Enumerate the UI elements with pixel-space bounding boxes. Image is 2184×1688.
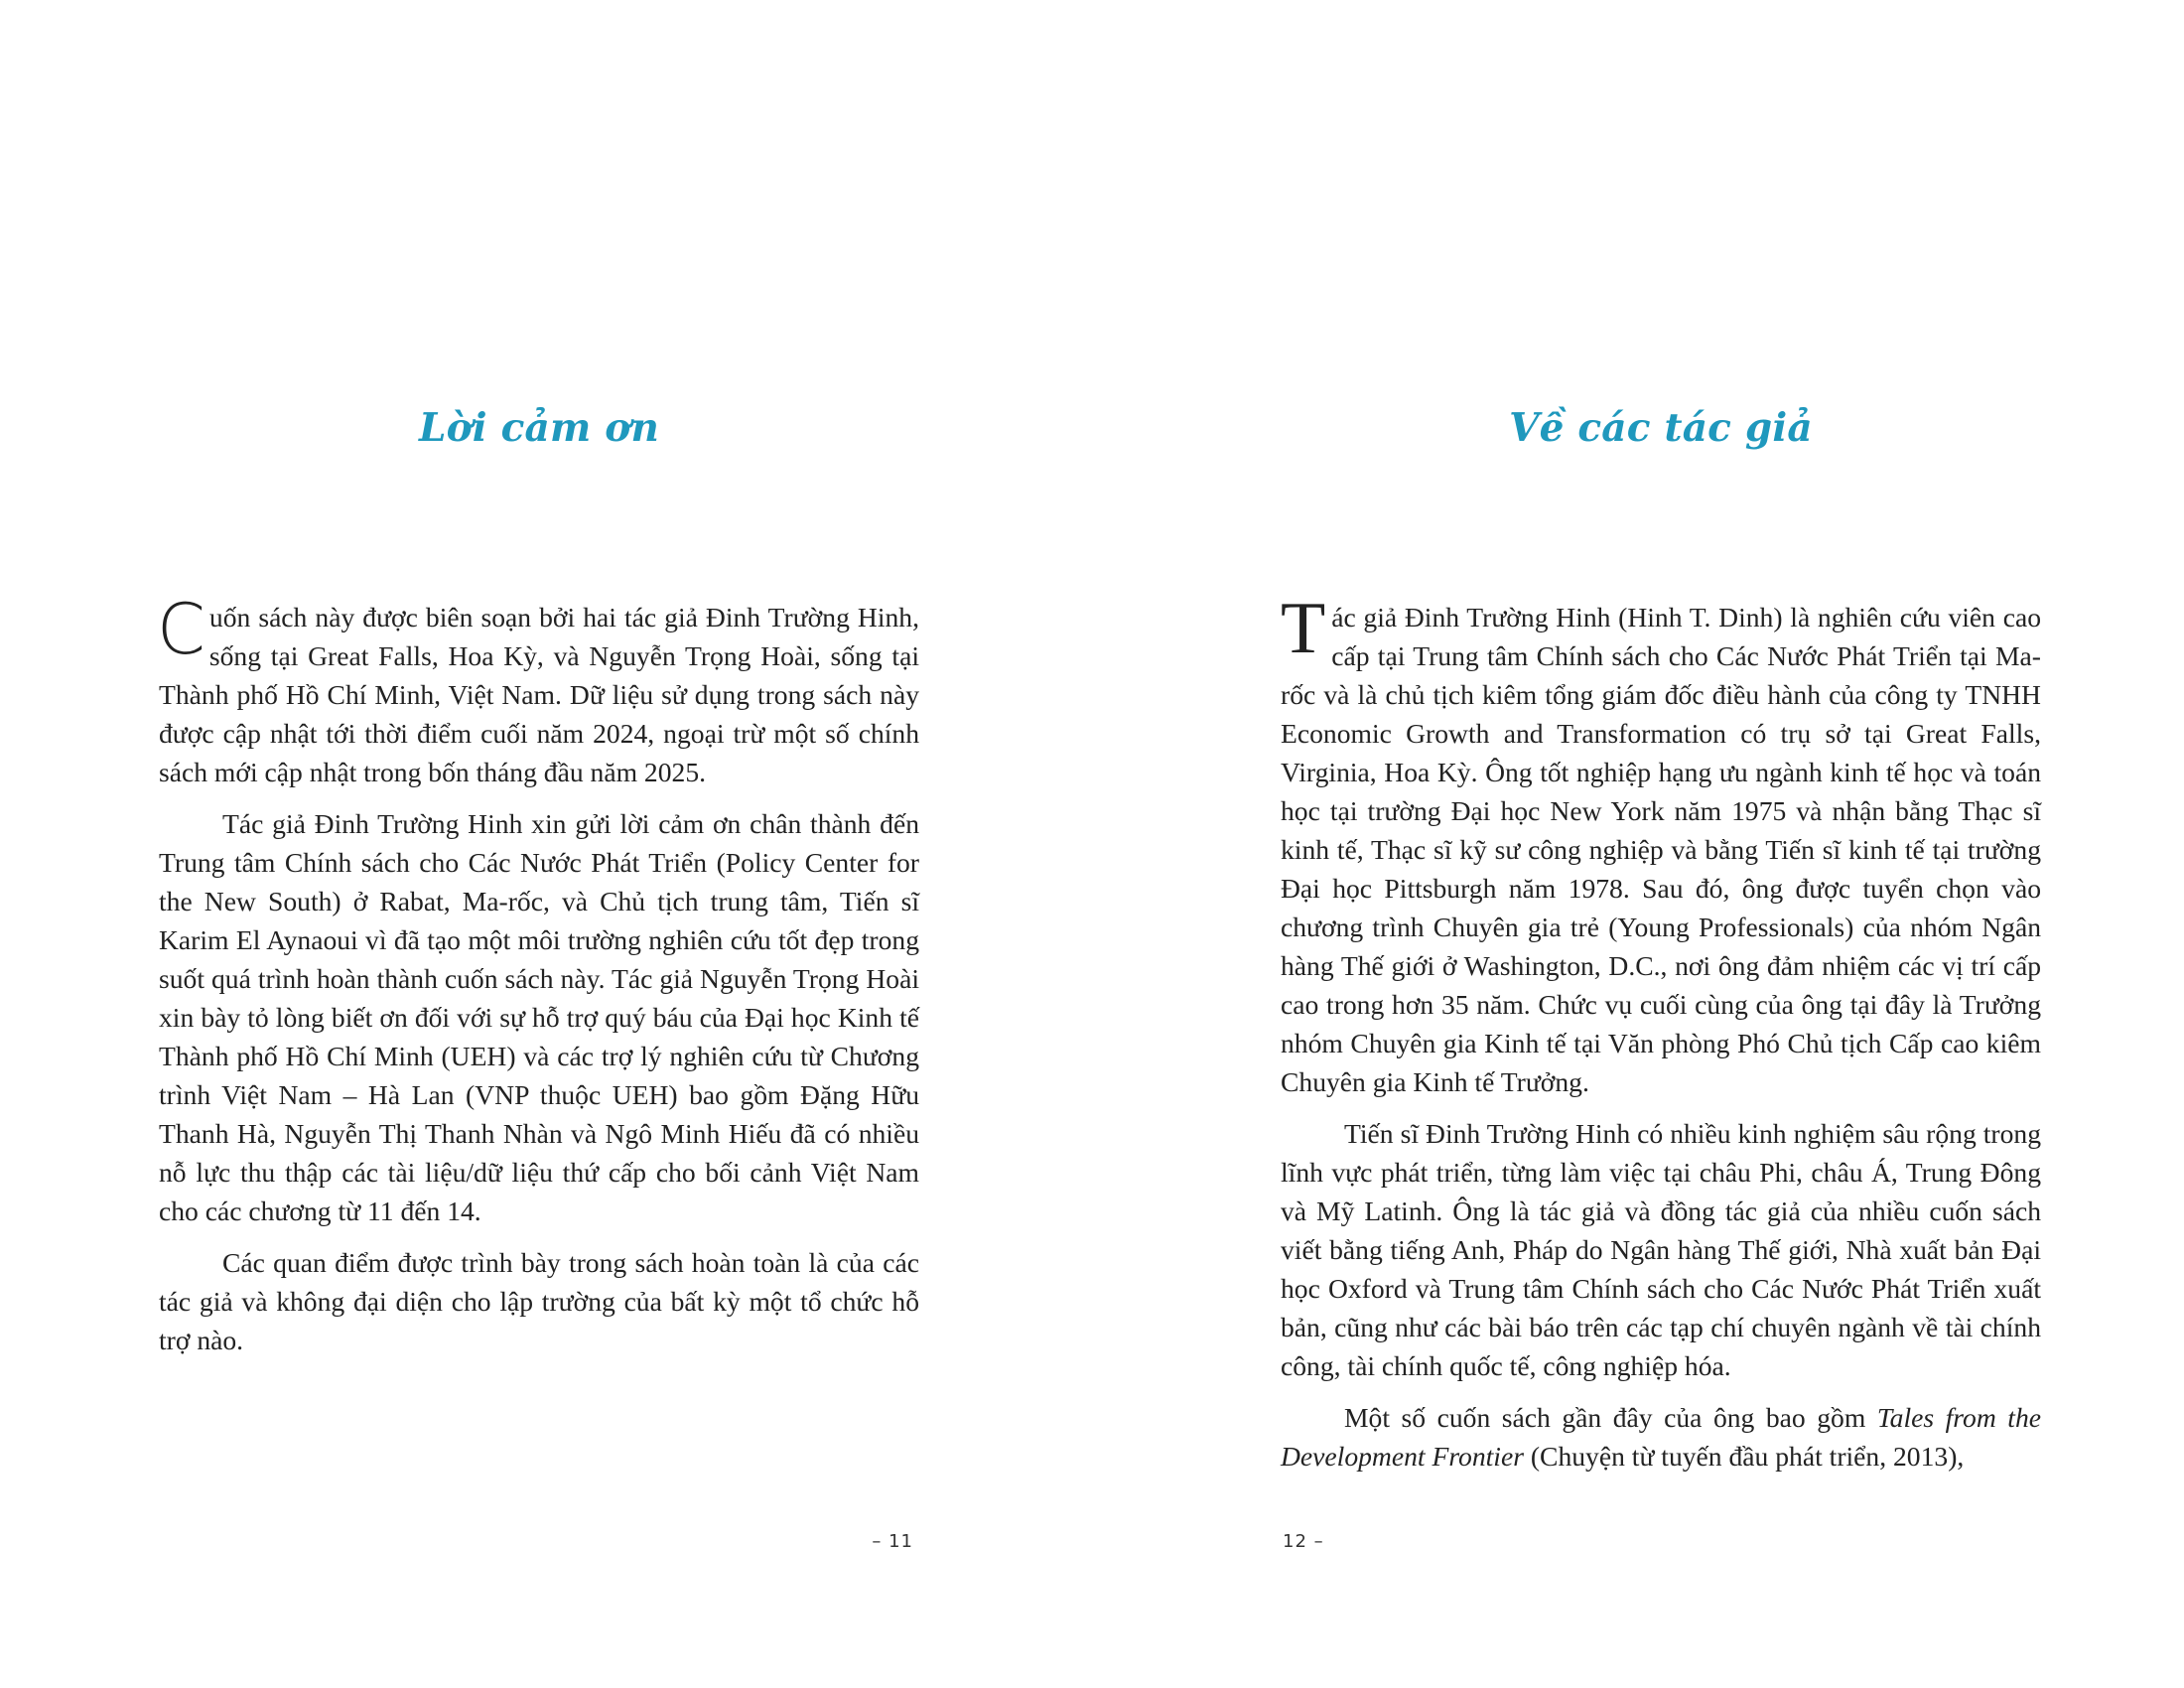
page-title-about-authors: Về các tác giả xyxy=(1509,405,1813,451)
paragraph-3-start: Một số cuốn sách gần đây của ông bao gồm xyxy=(1344,1402,1877,1433)
drop-cap: C xyxy=(157,589,205,670)
right-page xyxy=(1092,0,2184,1688)
paragraph-2: Tác giả Đinh Trường Hinh xin gửi lời cảm ơn chân thành đến Trung tâm Chính sách cho Các Nước Phát Triển (Policy Center for the New South) ở Rabat, Ma-rốc, và Chủ tịch trung tâm, Tiến sĩ Karim El Aynaoui vì đã tạo một môi trường nghiên cứu tốt đẹp trong suốt quá trình hoàn thành cuốn sách này. Tác giả Nguyễn Trọng Hoài xin bày tỏ lòng biết ơn đối với sự hỗ trợ quý báu của Đại học Kinh tế Thành phố Hồ Chí Minh (UEH) và các trợ lý nghiên cứu từ Chương trình Việt Nam – Hà Lan (VNP thuộc UEH) bao gồm Đặng Hữu Thanh Hà, Nguyễn Thị Thanh Nhàn và Ngô Minh Hiếu đã có nhiều nỗ lực thu thập các tài liệu/dữ liệu thứ cấp cho bối cảnh Việt Nam cho các chương từ 11 đến 14. xyxy=(159,808,919,1226)
acknowledgements-body xyxy=(157,589,919,1372)
page-number: – 11 xyxy=(872,1531,913,1552)
paragraph-1-text: uốn sách này được biên soạn bởi hai tác giả Đinh Trường Hinh, sống tại Great Falls, Hoa Kỳ, và Nguyễn Trọng Hoài, sống tại Thành phố Hồ Chí Minh, Việt Nam. Dữ liệu sử dụng trong sách này được cập nhật tới thời điểm cuối năm 2024, ngoại trừ một số chính sách mới cập nhật trong bốn tháng đầu năm 2025. xyxy=(159,602,919,787)
paragraph-1 xyxy=(1281,588,2041,1101)
page-number: 12 – xyxy=(1283,1531,1324,1552)
paragraph-3-end: (Chuyện từ tuyến đầu phát triển, 2013), xyxy=(1523,1441,1965,1472)
book-title: Tales from the Development Frontier xyxy=(1281,1402,2041,1472)
paragraph-1-text: ác giả Đinh Trường Hinh (Hinh T. Dinh) là nghiên cứu viên cao cấp tại Trung tâm Chính sách cho Các Nước Phát Triển tại Ma-rốc và là chủ tịch kiêm tổng giám đốc điều hành của công ty TNHH Economic Growth and Transformation có trụ sở tại Great Falls, Virginia, Hoa Kỳ. Ông tốt nghiệp hạng ưu ngành kinh tế học và toán học tại trường Đại học New York năm 1975 và nhận bằng Thạc sĩ kinh tế, Thạc sĩ kỹ sư công nghiệp và bằng Tiến sĩ kinh tế tại trường Đại học Pittsburgh năm 1978. Sau đó, ông được tuyển chọn vào chương trình Chuyên gia trẻ (Young Professionals) của nhóm Ngân hàng Thế giới ở Washington, D.C., nơi ông đảm nhiệm các vị trí cấp cao trong hơn 35 năm. Chức vụ cuối cùng của ông tại đây là Trưởng nhóm Chuyên gia Kinh tế tại Văn phòng Phó Chủ tịch Cấp cao kiêm Chuyên gia Kinh tế Trưởng. xyxy=(1281,602,2041,1097)
page-title-acknowledgements: Lời cảm ơn xyxy=(418,405,660,451)
paragraph-2: Tiến sĩ Đinh Trường Hinh có nhiều kinh nghiệm sâu rộng trong lĩnh vực phát triển, từng làm việc tại châu Phi, châu Á, Trung Đông và Mỹ Latinh. Ông là tác giả và đồng tác giả của nhiều cuốn sách viết bằng tiếng Anh, Pháp do Ngân hàng Thế giới, Nhà xuất bản Đại học Oxford và Trung tâm Chính sách cho Các Nước Phát Triển xuất bản, cũng như các bài báo trên các tạp chí chuyên ngành về tài chính công, tài chính quốc tế, công nghiệp hóa. xyxy=(1281,1118,2041,1381)
paragraph-3 xyxy=(1281,1398,2041,1476)
paragraph-3: Các quan điểm được trình bày trong sách hoàn toàn là của các tác giả và không đại diện cho lập trường của bất kỳ một tổ chức hỗ trợ nào. xyxy=(159,1247,919,1355)
about-authors-body xyxy=(1281,588,2041,1488)
drop-cap: T xyxy=(1281,588,1326,669)
paragraph-1 xyxy=(157,589,919,791)
